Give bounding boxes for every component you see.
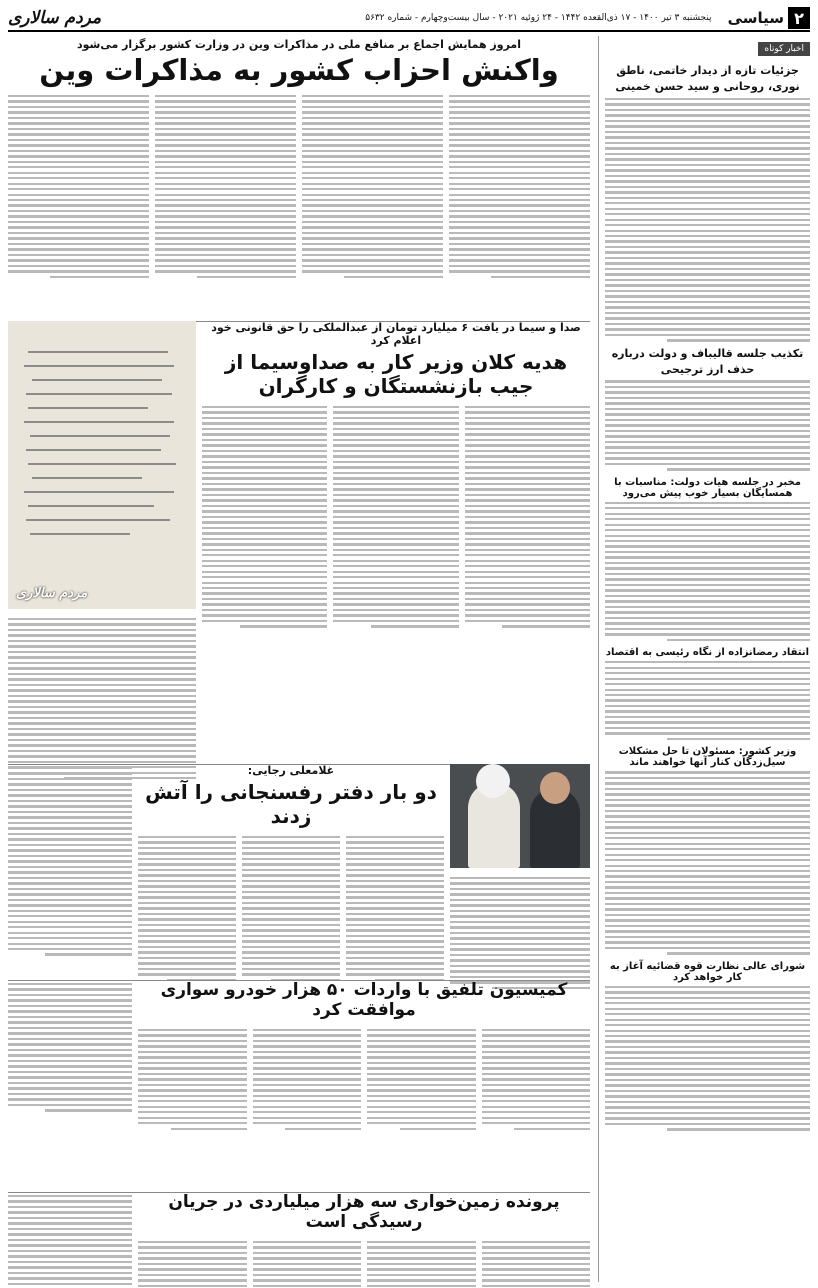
story-state-media-gift [8,321,590,741]
story-land-grab [8,1192,590,1282]
story-car-imports [8,980,590,1098]
brief-headline: جزئیات تازه از دیدار خاتمی، ناطق نوری، روحانی و سید حسن خمینی [615,64,800,93]
story2-kicker: صدا و سیما در یافت ۶ میلیارد تومان از عبدالملکی را حق قانونی خود اعلام کرد [211,321,581,347]
body-text [605,661,810,740]
story5-body [138,1238,590,1288]
story3-body [138,833,444,984]
paper-name: مردم سالاری [8,8,102,28]
brief-headline: وزیر کشور: مسئولان تا حل مشکلات سیل‌زدگان کنار آنها خواهند ماند [618,746,797,769]
lead-headline: واکنش احزاب کشور به مذاکرات وین [39,53,559,87]
story3-side-body [8,764,132,959]
brief-headline: انتقاد رمضانزاده از نگاه رئیسی به اقتصاد [605,647,810,659]
story4-headline: کمیسیون تلفیق با واردات ۵۰ هزار خودرو سواری موافقت کرد [160,980,568,1021]
masthead [8,6,810,32]
body-text [605,986,810,1131]
brief-headline: مخبر در جلسه هیات دولت: مناسبات با همسایگان بسیار خوب پیش می‌رود [614,476,801,499]
body-text [605,771,810,954]
lead-body [8,92,590,281]
body-text [605,98,810,342]
dateline: پنجشنبه ۳ تیر ۱۴۰۰ - ۱۷ ذی‌القعده ۱۴۴۲ - ۲۴ ژوئیه ۲۰۲۱ - سال بیست‌وچهارم - شماره ۵۶۳۲ [365,13,712,23]
main-column [8,36,590,1282]
news-photo [450,764,590,868]
story3-headline: دو بار دفتر رفسنجانی را آتش زدند [145,780,437,828]
story4-left-body [8,980,132,1115]
story3-kicker: غلامعلی رجایی: [247,764,335,777]
story-rafsanjani [8,764,590,974]
section-tag [728,7,810,29]
body-text [605,502,810,642]
brief-headline: تکذیب جلسه قالیباف و دولت درباره حذف ارز ترجیحی [611,346,804,376]
story5-left-body [8,1192,132,1288]
document-photo [8,321,196,609]
story4-body [138,1026,590,1133]
story3-photo-body [450,874,590,992]
section-name: سیاسی [727,9,784,27]
story2-body [202,403,590,631]
story2-body-lower [8,615,196,782]
page-number: ۲ [788,7,810,29]
lead-kicker: امروز همایش اجماع بر منافع ملی در مذاکرات وین در وزارت کشور برگزار می‌شود [76,38,522,51]
lead-story [8,36,590,314]
news-briefs-column [598,36,810,1282]
briefs-label: اخبار کوتاه [758,42,810,56]
story2-headline: هدیه کلان وزیر کار به صداوسیما از جیب بازنشستگان و کارگران [224,350,568,398]
photo-logo: مردم سالاری [16,586,88,601]
body-text [605,380,810,470]
story5-headline: پرونده زمین‌خواری سه هزار میلیاردی در جریان رسیدگی است [168,1192,560,1233]
brief-headline: شورای عالی نظارت قوه قضائیه آغاز به کار خواهد کرد [609,960,806,983]
